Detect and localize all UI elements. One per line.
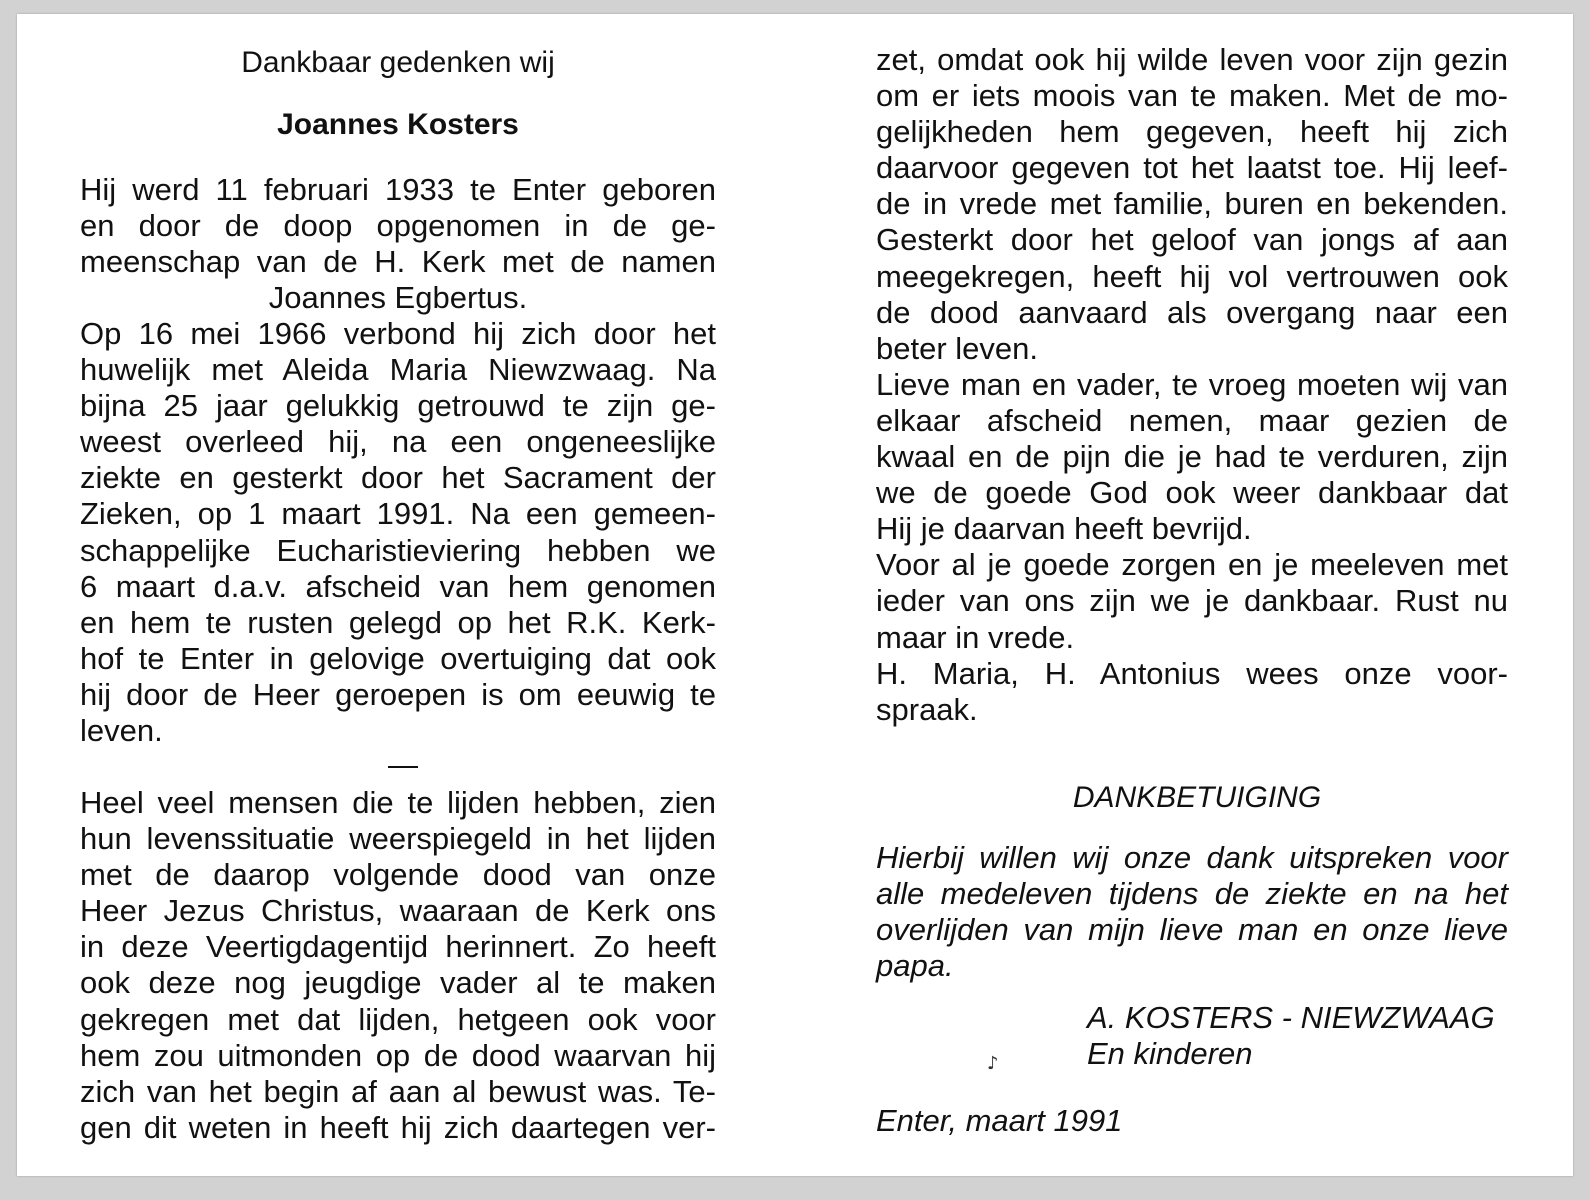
card-header: Dankbaar gedenken wij (241, 46, 555, 79)
text-line: Zieken, op 1 maart 1991. Na een gemeen- (80, 496, 716, 532)
text-line: in deze Veertigdagentijd herinnert. Zo heeft (80, 929, 716, 965)
signature-family: En kinderen (1087, 1036, 1253, 1071)
thanks-text (876, 840, 1508, 984)
text-line: de in vrede met familie, buren en bekenden. (876, 186, 1508, 222)
text-line: spraak. (876, 691, 978, 727)
text-line: de dood aanvaard als overgang naar een (876, 294, 1508, 330)
text-line: elkaar afscheid nemen, maar gezien de (876, 402, 1508, 438)
signature-name: A. KOSTERS - NIEWZWAAG (1087, 1000, 1495, 1035)
biography-paragraph-2 (80, 316, 716, 749)
text-line: weest overleed hij, na een ongeneeslijke (80, 424, 716, 460)
text-line: ook deze nog jeugdige vader al te maken (80, 965, 716, 1001)
text-line: kwaal en de pijn die je had te verduren, zijn (876, 439, 1508, 475)
text-line: bijna 25 jaar gelukkig getrouwd te zijn ge- (80, 388, 716, 424)
biography-paragraph-1 (80, 172, 716, 316)
text-line: schappelijke Eucharistieviering hebben we (80, 532, 716, 568)
text-line: zich van het begin af aan al bewust was. Te- (80, 1073, 716, 1109)
text-line: ziekte en gesterkt door het Sacrament der (80, 460, 716, 496)
text-line: gen dit weten in heeft hij zich daartegen ver- (80, 1109, 716, 1145)
text-line: zet, omdat ook hij wilde leven voor zijn gezin (876, 42, 1508, 77)
text-line: en door de doop opgenomen in de ge- (80, 208, 716, 244)
text-line: Gesterkt door het geloof van jongs af aan (876, 222, 1508, 258)
text-line: Op 16 mei 1966 verbond hij zich door het (80, 316, 716, 351)
reflection-paragraph (80, 785, 716, 1146)
place-and-date: Enter, maart 1991 (876, 1103, 1123, 1138)
text-line: daarvoor gegeven tot het laatst toe. Hij leef- (876, 150, 1508, 186)
text-line: hof te Enter in gelovige overtuiging dat ook (80, 640, 716, 676)
section-separator (388, 766, 418, 768)
text-line: huwelijk met Aleida Maria Niewzwaag. Na (80, 352, 716, 388)
text-line: Hij je daarvan heeft bevrijd. (876, 511, 1252, 547)
text-line: 6 maart d.a.v. afscheid van hem genomen (80, 568, 716, 604)
baptismal-names: Joannes Egbertus. (268, 280, 528, 316)
text-line: hij door de Heer geroepen is om eeuwig te (80, 676, 716, 712)
thanks-heading: DANKBETUIGING (1072, 781, 1322, 814)
text-line: alle medeleven tijdens de ziekte en na het (876, 876, 1508, 912)
text-line: gelijkheden hem gegeven, heeft hij zich (876, 114, 1508, 150)
text-line: Lieve man en vader, te vroeg moeten wij van (876, 366, 1508, 402)
text-line: en hem te rusten gelegd op het R.K. Kerk- (80, 604, 716, 640)
text-line: maar in vrede. (876, 619, 1075, 655)
text-line: hem zou uitmonden op de dood waarvan hij (80, 1037, 716, 1073)
text-line: beter leven. (876, 330, 1038, 366)
text-line: met de daarop volgende dood van onze (80, 857, 716, 893)
text-line: meegekregen, heeft hij vol vertrouwen ook (876, 258, 1508, 294)
text-line: overlijden van mijn lieve man en onze lieve (876, 912, 1508, 948)
text-line: gekregen met dat lijden, hetgeen ook voor (80, 1001, 716, 1037)
text-line: we de goede God ook weer dankbaar dat (876, 475, 1508, 511)
text-line: Heel veel mensen die te lijden hebben, zien (80, 785, 716, 820)
text-line: meenschap van de H. Kerk met de namen (80, 244, 716, 280)
print-speck-mark: ♪ (987, 1053, 999, 1074)
memorial-card (17, 14, 1573, 1176)
text-line: om er iets moois van te maken. Met de mo- (876, 78, 1508, 114)
text-line: Voor al je goede zorgen en je meeleven met (876, 547, 1508, 583)
text-line: Hij werd 11 februari 1933 te Enter geboren (80, 172, 716, 207)
text-line: Heer Jezus Christus, waaraan de Kerk ons (80, 893, 716, 929)
text-line: papa. (876, 948, 954, 984)
text-line: hun levenssituatie weerspiegeld in het lijden (80, 821, 716, 857)
text-line: leven. (80, 713, 163, 749)
text-line: Hierbij willen wij onze dank uitspreken voor (876, 840, 1508, 875)
text-line: H. Maria, H. Antonius wees onze voor- (876, 655, 1508, 691)
text-line: ieder van ons zijn we je dankbaar. Rust nu (876, 583, 1508, 619)
deceased-name: Joannes Kosters (277, 108, 519, 141)
continuation-paragraph (876, 42, 1508, 728)
